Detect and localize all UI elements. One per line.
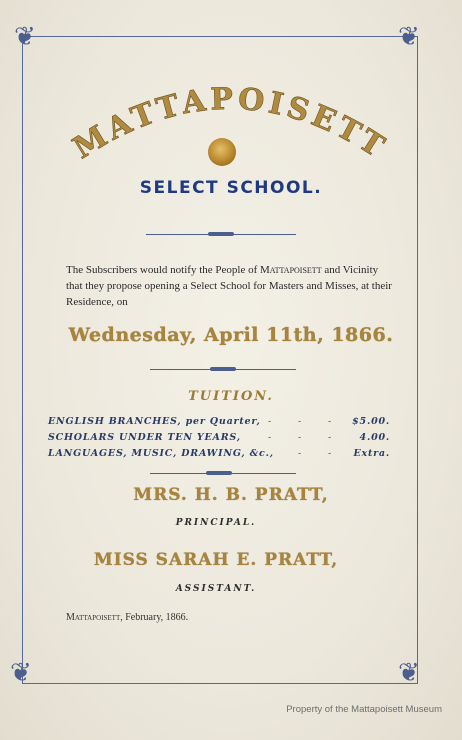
dateline-place: Mattapoisett, [66,612,123,623]
tuition-dash: - [298,416,303,427]
tuition-row [48,432,390,448]
assistant-role: ASSISTANT. [175,584,257,594]
tuition-dash: - [298,448,303,459]
tuition-row [48,448,390,464]
dateline [66,612,188,623]
tuition-price: $5.00. [352,416,390,427]
tuition-dash: - [328,448,333,459]
tuition-dash: - [268,432,273,443]
notice-paragraph [66,262,396,310]
tuition-label: LANGUAGES, MUSIC, DRAWING, &c., [48,448,274,459]
principal-name: MRS. H. B. PRATT, [133,485,329,505]
divider-ornament-icon [206,471,232,475]
corner-ornament-top-left-icon: ❦ [14,22,36,52]
tuition-title: TUITION. [188,389,274,404]
divider-ornament-icon [210,367,236,371]
notice-lead: The Subscribers would notify the People of [66,264,258,276]
tuition-dash: - [328,416,333,427]
museum-credit: Property of the Mattapoisett Museum [286,704,442,715]
dateline-date: February, 1866. [125,612,189,623]
opening-date: Wednesday, April 11th, 1866. [68,324,394,346]
corner-ornament-bottom-right-icon: ❦ [398,658,420,688]
notice-town: Mattapoisett [260,264,322,276]
tuition-dash: - [298,432,303,443]
principal-role: PRINCIPAL. [175,518,257,528]
tuition-price: Extra. [353,448,390,459]
tuition-dash: - [268,416,273,427]
corner-ornament-bottom-left-icon: ❦ [10,658,32,688]
town-heading: MATTAPOISETT [67,81,394,167]
emblem-icon [208,138,236,166]
notice-rest: and Vicinity that they propose opening a Select School for Masters and Misses, at their Residence, on [66,264,392,308]
tuition-label: ENGLISH BRANCHES, per Quarter, [48,416,261,427]
town-heading-arc [40,70,420,180]
assistant-name: MISS SARAH E. PRATT, [93,550,339,570]
school-title: SELECT SCHOOL. [139,178,323,198]
tuition-dash: - [328,432,333,443]
tuition-price: 4.00. [359,432,390,443]
tuition-label: SCHOLARS UNDER TEN YEARS, [48,432,241,443]
tuition-row [48,416,390,432]
divider-ornament-icon [208,232,234,236]
corner-ornament-top-right-icon: ❦ [398,22,420,52]
